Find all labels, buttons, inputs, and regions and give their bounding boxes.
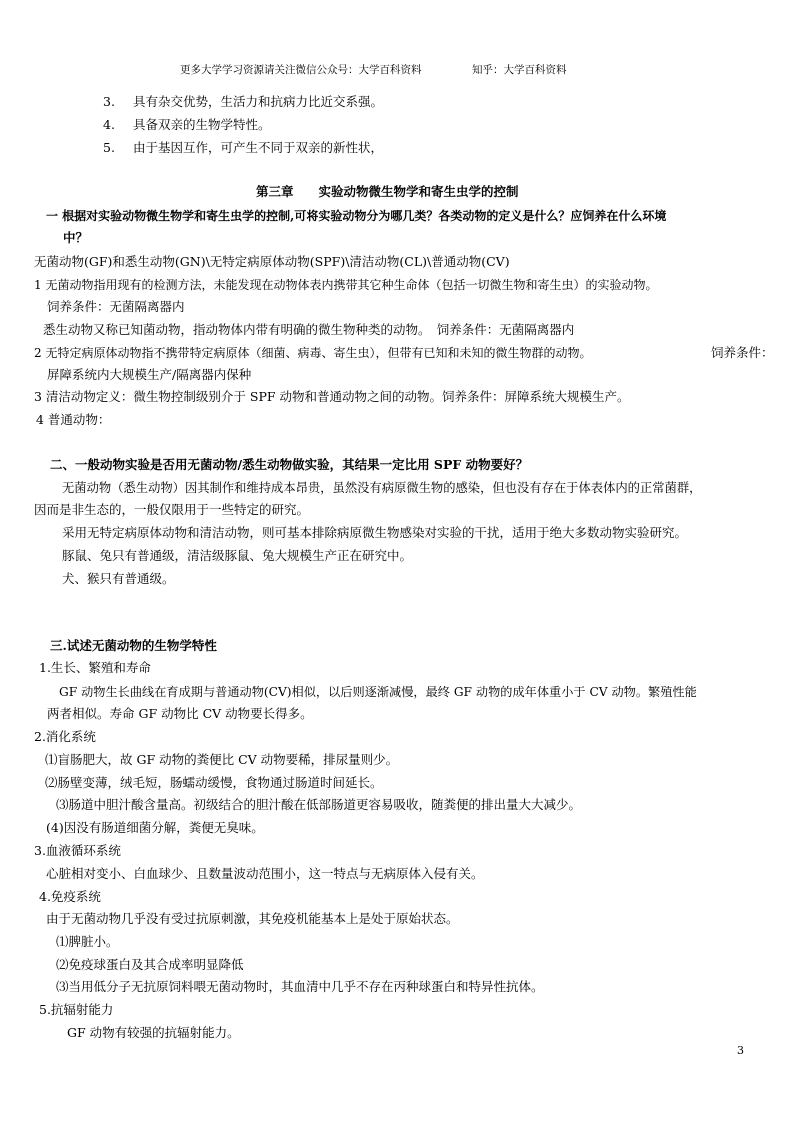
list-item-text: 具备双亲的生物学特性。 bbox=[133, 117, 271, 132]
paragraph-line: 采用无特定病原体动物和清洁动物，则可基本排除病原微生物感染对实验的干扰，适用于绝大多数动物实验研究。 bbox=[62, 525, 688, 540]
list-item-number: 3. bbox=[103, 94, 115, 109]
question-1-title: 一 根据对实验动物微生物学和寄生虫学的控制,可将实验动物分为哪几类？各类动物的定义是什么？应饲养在什么环境 bbox=[46, 209, 667, 223]
subsection-heading: 2.消化系统 bbox=[34, 729, 96, 744]
paragraph-line: 因而是非生态的，一般仅限用于一些特定的研究。 bbox=[34, 502, 310, 517]
paragraph-line: 犬、猴只有普通级。 bbox=[62, 571, 175, 586]
paragraph-line: 1 无菌动物指用现有的检测方法，未能发现在动物体表内携带其它种生命体（包括一切微生物和寄生虫）的实验动物。 bbox=[34, 278, 658, 292]
subsection-heading: 4.免疫系统 bbox=[39, 889, 101, 904]
question-1-title-continued: 中？ bbox=[63, 230, 89, 245]
paragraph-line: ⑴盲肠肥大，故 GF 动物的粪便比 CV 动物要稀，排尿量则少。 bbox=[45, 752, 399, 767]
paragraph-line: 悉生动物又称已知菌动物，指动物体内带有明确的微生物种类的动物。 饲养条件：无菌隔离器内 bbox=[43, 322, 575, 337]
paragraph-line: ⑵肠壁变薄，绒毛短，肠蠕动缓慢，食物通过肠道时间延长。 bbox=[45, 775, 383, 790]
subsection-heading: 3.血液循环系统 bbox=[34, 843, 121, 858]
paragraph-line: 4 普通动物： bbox=[36, 412, 111, 427]
paragraph-line: 3 清洁动物定义：微生物控制级别介于 SPF 动物和普通动物之间的动物。饲养条件：屏障系统大规模生产。 bbox=[34, 389, 630, 404]
page-number: 3 bbox=[737, 1044, 744, 1057]
paragraph-line: 心脏相对变小、白血球少、且数量波动范围小，这一特点与无病原体入侵有关。 bbox=[46, 866, 484, 881]
paragraph-line: ⑶肠道中胆汁酸含量高。初级结合的胆汁酸在低部肠道更容易吸收，随粪便的排出量大大减少。 bbox=[56, 797, 582, 812]
list-item-text: 由于基因互作，可产生不同于双亲的新性状， bbox=[133, 140, 384, 155]
question-2-title: 二、一般动物实验是否用无菌动物/悉生动物做实验，其结果一定比用 SPF 动物要好？ bbox=[50, 457, 529, 472]
header-left-text: 更多大学学习资源请关注微信公众号：大学百科资料 bbox=[180, 64, 422, 76]
paragraph-line: 无菌动物（悉生动物）因其制作和维持成本昂贵，虽然没有病原微生物的感染，但也没有存在于体表体内的正常菌群， bbox=[62, 481, 702, 495]
paragraph-line: 由于无菌动物几乎没有受过抗原刺激，其免疫机能基本上是处于原始状态。 bbox=[46, 911, 459, 926]
list-item-number: 5. bbox=[103, 140, 115, 155]
paragraph-line: 两者相似。寿命 GF 动物比 CV 动物要长得多。 bbox=[47, 706, 313, 721]
subsection-heading: 1.生长、繁殖和寿命 bbox=[39, 660, 151, 675]
subsection-heading: 5.抗辐射能力 bbox=[39, 1002, 114, 1017]
paragraph-line: ⑴脾脏小。 bbox=[56, 934, 119, 949]
paragraph-line: GF 动物生长曲线在育成期与普通动物(CV)相似，以后则逐渐减慢，最终 GF 动物的成年体重小于 CV 动物。繁殖性能 bbox=[59, 685, 697, 699]
paragraph-line: 屏障系统内大规模生产/隔离器内保种 bbox=[47, 367, 252, 382]
list-item-number: 4. bbox=[103, 117, 115, 132]
paragraph-line: 豚鼠、兔只有普通级，清洁级豚鼠、兔大规模生产正在研究中。 bbox=[62, 548, 413, 563]
paragraph-line: 无菌动物(GF)和悉生动物(GN)\无特定病原体动物(SPF)\清洁动物(CL)\普通动物(CV) bbox=[34, 254, 510, 269]
chapter-title: 第三章 实验动物微生物学和寄生虫学的控制 bbox=[256, 184, 519, 199]
paragraph-line: ⑵免疫球蛋白及其合成率明显降低 bbox=[56, 957, 244, 972]
paragraph-line: 饲养条件：无菌隔离器内 bbox=[47, 299, 185, 314]
paragraph-line: (4)因没有肠道细菌分解，粪便无臭味。 bbox=[46, 820, 264, 835]
question-3-title: 三.试述无菌动物的生物学特性 bbox=[50, 638, 217, 653]
list-item-text: 具有杂交优势，生活力和抗病力比近交系强。 bbox=[133, 94, 384, 109]
paragraph-line: ⑶当用低分子无抗原饲料喂无菌动物时，其血清中几乎不存在丙种球蛋白和特异性抗体。 bbox=[56, 979, 544, 994]
paragraph-line: 饲养条件： bbox=[711, 345, 774, 360]
header-right-text: 知乎：大学百科资料 bbox=[472, 64, 567, 76]
paragraph-line: GF 动物有较强的抗辐射能力。 bbox=[67, 1025, 240, 1040]
paragraph-line: 2 无特定病原体动物指不携带特定病原体（细菌、病毒、寄生虫），但带有已知和未知的微生物群的动物。 bbox=[34, 346, 592, 360]
